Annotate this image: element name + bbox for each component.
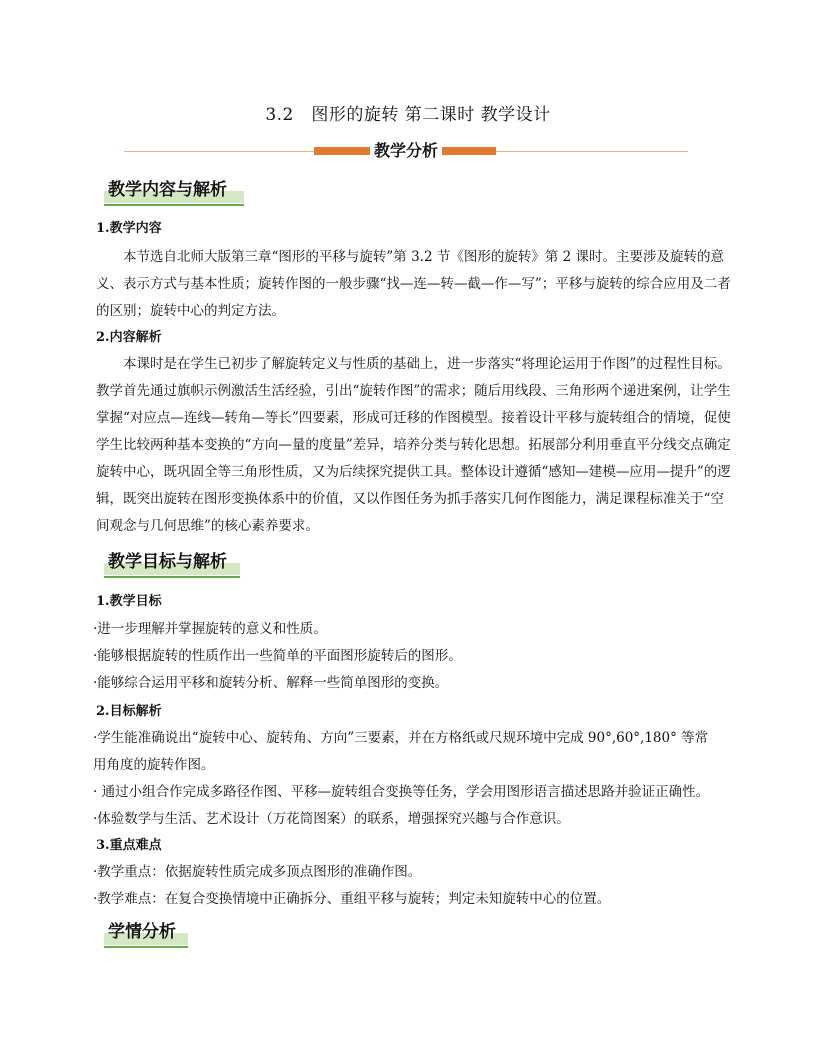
heading-underline — [104, 946, 188, 948]
heading-underline — [104, 576, 240, 578]
heading-underline — [104, 204, 244, 206]
banner-bar-left — [314, 147, 370, 155]
bullet-item: ·进一步理解并掌握旋转的意义和性质。 — [93, 621, 327, 637]
heading-text: 教学目标与解析 — [108, 552, 227, 572]
bullet-item: ·教学重点：依据旋转性质完成多顶点图形的准确作图。 — [93, 864, 422, 880]
paragraph-content-analysis: 本课时是在学生已初步了解旋转定义与性质的基础上，进一步落实“将理论运用于作图”的过程性目标。教学首先通过旗帜示例激活生活经验，引出“旋转作图”的需求；随后用线段、三角形两个递进案例，让学生掌握“对应点—连线—转角—等长”四要素，形成可迁移的作图模型。接着设计平移与旋转组合的情境，促使学生比较两种基本变换的“方向—量的度量”差异，培养分类与转化思想。拓展部分利用垂直平分线交点确定旋转中心，既巩固全等三角形性质，又为后续探究提供工具。整体设计遵循“感知—建模—应用—提升”的逻辑，既突出旋转在图形变换体系中的价值，又以作图任务为抓手落实几何作图能力，满足课程标准关于“空间观念与几何思维”的核心素养要求。 — [96, 356, 731, 534]
bullet-item: ·能够综合运用平移和旋转分析、解释一些简单图形的变换。 — [93, 675, 449, 691]
subheading-objectives: 1.教学目标 — [96, 594, 162, 609]
section-banner — [124, 140, 688, 164]
heading-text: 教学内容与解析 — [108, 180, 227, 200]
subheading-key-points: 3.重点难点 — [96, 838, 162, 853]
paragraph-content: 本节选自北师大版第三章“图形的平移与旋转”第 3.2 节《图形的旋转》第 2 课时。主要涉及旋转的意义、表示方式与基本性质；旋转作图的一般步骤“找—连—转—截—作—写”；平移与旋转的综合应用及二者的区别；旋转中心的判定方法。 — [96, 249, 731, 319]
bullet-item: ·学生能准确说出“旋转中心、旋转角、方向”三要素，并在方格纸或尺规环境中完成 90°,60°,180° 等常用角度的旋转作图。 — [93, 730, 709, 773]
bullet-item: ·教学难点：在复合变换情境中正确拆分、重组平移与旋转；判定未知旋转中心的位置。 — [93, 891, 611, 907]
banner-bar-right — [442, 147, 496, 155]
heading-text: 学情分析 — [108, 922, 176, 942]
section-heading-learners — [104, 920, 176, 946]
subheading-content-analysis: 2.内容解析 — [96, 330, 162, 345]
bullet-item: ·体验数学与生活、艺术设计（万花筒图案）的联系，增强探究兴趣与合作意识。 — [93, 811, 570, 827]
subheading-content: 1.教学内容 — [96, 221, 162, 236]
section-heading-objectives — [104, 550, 227, 576]
subheading-objective-analysis: 2.目标解析 — [96, 704, 162, 719]
bullet-item: · 通过小组合作完成多路径作图、平移—旋转组合变换等任务，学会用图形语言描述思路并验证正确性。 — [93, 784, 710, 800]
bullet-item: ·能够根据旋转的性质作出一些简单的平面图形旋转后的图形。 — [93, 648, 462, 664]
section-heading-content — [104, 178, 227, 204]
document-title: 3.2 图形的旋转 第二课时 教学设计 — [265, 105, 551, 125]
banner-label: 教学分析 — [370, 140, 442, 162]
